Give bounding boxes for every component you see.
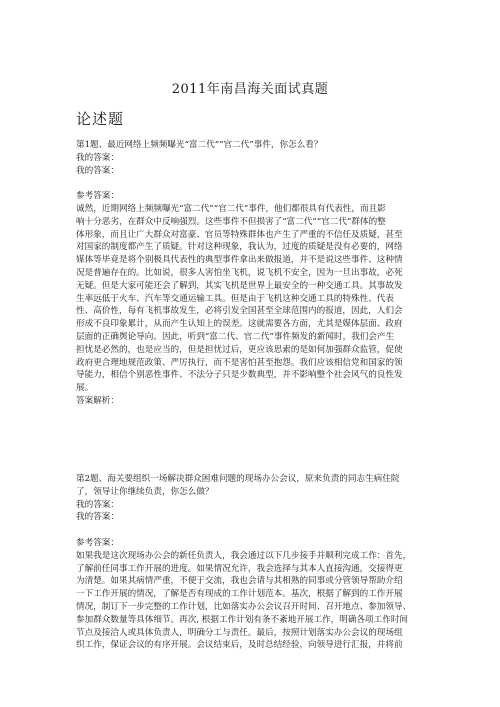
section-heading: 论述题 bbox=[76, 110, 125, 128]
reference-answer-line: 响十分恶劣，在群众中反响强烈。这些事件不但损害了“富二代”“官二代”群体的整 bbox=[76, 216, 386, 227]
reference-answer-line: 形成不良印象累计，从而产生认知上的误差。这就需要各方面，尤其是媒体层面、政府 bbox=[76, 319, 403, 330]
answer-label: 我的答案： bbox=[76, 165, 119, 176]
reference-answer-line: 节点及接洽人或具体负责人，明确分工与责任。最后，按照计划落实办公会议的现场组 bbox=[76, 627, 403, 638]
reference-answer-line: 无疑。但是大家可能还会了解到，其实飞机是世界上最安全的一种交通工具。其事故发 bbox=[76, 280, 403, 291]
reference-answer-line: 生率远低于火车、汽车等交通运输工具。但是由于飞机这种交通工具的特殊性、代表 bbox=[76, 293, 394, 304]
reference-answer-line: 媒体等毕竟是将个别极具代表性的典型事件拿出来做报道，并不是说这些事件、这种情 bbox=[76, 255, 403, 266]
answer-label: 我的答案： bbox=[76, 512, 119, 523]
reference-answer-line: 对国家的制度都产生了质疑。针对这种现象，我认为，过度的质疑是没有必要的，网络 bbox=[76, 242, 403, 253]
reference-answer-line: 担忧是必然的，也是应当的，但是担忧过后，更应该思索的是如何加强群众监管，促使 bbox=[76, 344, 403, 355]
reference-answer-line: 体形象，而且让广大群众对富豪、官员等特殊群体也产生了严重的不信任及质疑，甚至 bbox=[76, 229, 403, 240]
reference-answer-line: 诚然，近期网络上频频曝光“富二代”“官二代”事件，他们都很具有代表性，而且影 bbox=[76, 203, 386, 214]
reference-answer-line: 了解前任同事工作开展的进度。如果情况允许，我会选择与其本人直接沟通，交接得更 bbox=[76, 563, 403, 574]
reference-answer-line: 导能力，相信个别恶性事件、不法分子只是少数典型，并不影响整个社会风气的良性发 bbox=[76, 370, 403, 381]
reference-answer-line: 层面的正确舆论导向。因此，听到“富二代、官二代”事件频发的新闻时，我们会产生 bbox=[76, 331, 395, 342]
reference-answer-line: 性、高价性，每有飞机事故发生，必将引发全国甚至全球范围内的报道，因此，人们会 bbox=[76, 306, 403, 317]
reference-answer-line: 一下工作开展的情况，了解是否有现成的工作计划范本。基次，根据了解到的工作开展 bbox=[76, 589, 403, 600]
answer-label: 我的答案： bbox=[76, 152, 119, 163]
question-text: 第1题、最近网络上频频曝光“富二代”“官二代”事件，你怎么看？ bbox=[76, 140, 323, 150]
answer-label: 我的答案： bbox=[76, 499, 119, 510]
reference-answer-label: 参考答案： bbox=[76, 537, 119, 548]
reference-answer-line: 织工作，保证会议的有序开展。会议结束后，及时总结经验，向领导进行汇报，并将前 bbox=[76, 640, 403, 651]
question-block-1 bbox=[76, 139, 424, 408]
question-text: 第2题、海关要组织一场解决群众困难问题的现场办公会议，原来负责的同志生病住院 bbox=[76, 474, 400, 484]
reference-answer-line: 如果我是这次现场办公会的新任负责人，我会通过以下几步接手并顺利完成工作：首先， bbox=[76, 550, 412, 561]
reference-answer-line: 为清楚。如果其病情严重，不便于交流，我也会请与其相熟的同事或分管领导帮助介绍 bbox=[76, 576, 403, 587]
answer-analysis-label: 答案解析： bbox=[76, 395, 119, 406]
reference-answer-line: 况是普遍存在的。比如说，很多人害怕坐飞机，说飞机不安全，因为一旦出事故，必死 bbox=[76, 267, 403, 278]
reference-answer-line: 参加群众数量等具体细节。再次, 根据工作计划有条不紊地开展工作，明确各项工作时间 bbox=[76, 614, 409, 625]
reference-answer-line: 政府更合理地规范政策、严厉执行，而不是害怕甚至抱怨。我们应该相信党和国家的领 bbox=[76, 357, 403, 368]
reference-answer-label: 参考答案： bbox=[76, 191, 119, 202]
document-title: 2011年南昌海关面试真题 bbox=[171, 82, 329, 97]
question-text: 了，领导让你继续负责，你怎么做？ bbox=[76, 486, 214, 497]
reference-answer-line: 情况，制订下一步完整的工作计划，比如落实办公会议召开时间、召开地点、参加领导、 bbox=[76, 601, 412, 612]
question-block-2 bbox=[76, 473, 424, 652]
reference-answer-line: 展。 bbox=[76, 383, 94, 394]
